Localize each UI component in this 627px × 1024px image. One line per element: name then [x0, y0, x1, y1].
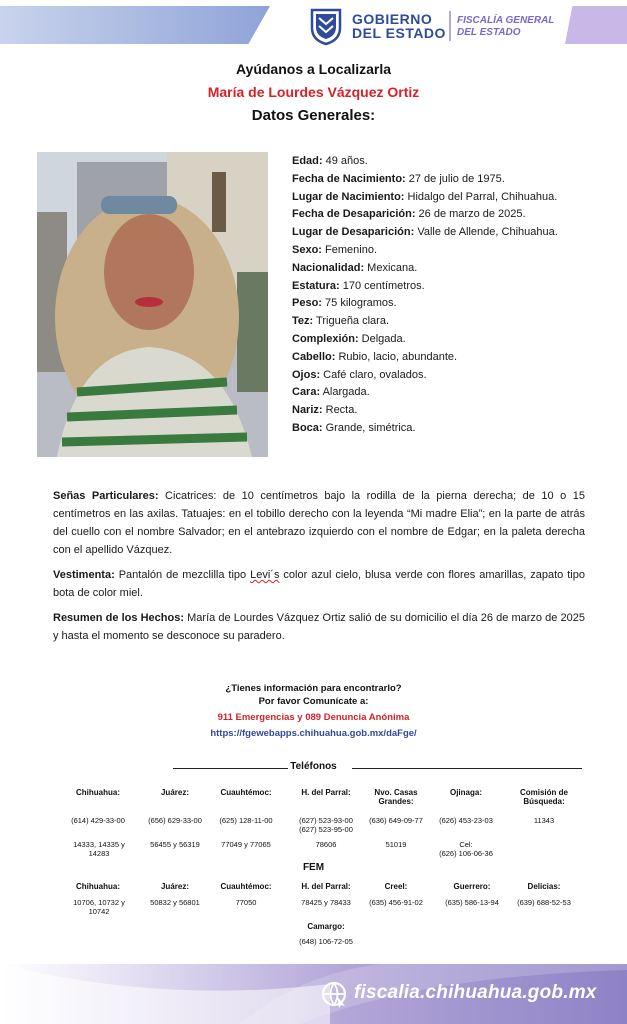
fem-delicias: (639) 688-52-53 — [517, 898, 571, 907]
phones-header-cuauhtemoc: Cuauhtémoc: — [220, 788, 272, 797]
fact-mouth: Boca: Grande, simétrica. — [292, 421, 416, 434]
fem-section-title: FEM — [302, 862, 325, 873]
fem-juarez: 50832 y 56801 — [150, 898, 200, 907]
fem-header-cuauhtemoc: Cuauhtémoc: — [220, 882, 272, 891]
phones-rule-left — [173, 768, 288, 769]
fact-nationality: Nacionalidad: Mexicana. — [292, 261, 418, 274]
fiscalia-logotype: FISCALÍA GENERAL DEL ESTADO — [457, 15, 555, 38]
fact-age: Edad: 49 años. — [292, 155, 368, 167]
report-link[interactable]: https://fgewebapps.chihuahua.gob.mx/daFge/ — [210, 728, 417, 739]
phones-header-nvo-casas-grandes: Nvo. Casas Grandes: — [374, 788, 418, 806]
general-data-list — [292, 153, 612, 438]
fem-chihuahua: 10706, 10732 y 10742 — [73, 898, 125, 916]
distinctive-marks-paragraph: Señas Particulares: Cicatrices: de 10 centímetros bajo la rodilla de la pierna derecha; de 10 o 15 centímetros en las axilas. Tatuajes: en el tobillo derecho con la leyenda “Mi madre Elia”; en la parte de atrás del cuello con el nombre Salvador; en el antebrazo izquierdo con el nombre de Edgar; en la paleta derecha con el apellido Vázquez. — [53, 490, 585, 556]
fem-header-camargo: Camargo: — [307, 922, 345, 931]
phone-chihuahua: (614) 429-33-00 — [71, 816, 125, 825]
ext-nvo-casas-grandes: 51019 — [385, 840, 407, 849]
fact-hair: Cabello: Rubio, lacio, abundante. — [292, 350, 458, 363]
fem-camargo: (648) 106-72-05 — [299, 937, 353, 946]
phones-header-chihuahua: Chihuahua: — [76, 788, 120, 797]
fact-face: Cara: Alargada. — [292, 386, 370, 399]
fact-build: Complexión: Delgada. — [292, 332, 406, 345]
fact-disappearance-place: Lugar de Desaparición: Valle de Allende, Chihuahua. — [292, 226, 558, 239]
phones-header-ojinaga: Ojinaga: — [449, 788, 482, 797]
ext-parral: 78606 — [315, 840, 337, 849]
footer-website-link[interactable]: fiscalia.chihuahua.gob.mx — [354, 982, 597, 1003]
header-band-left — [0, 6, 270, 44]
general-data-heading: Datos Generales: — [251, 107, 376, 124]
ext-chihuahua: 14333, 14335 y 14283 — [73, 840, 125, 858]
missing-person-photo — [37, 152, 268, 457]
fact-sex: Sexo: Femenino. — [292, 243, 377, 256]
fact-height: Estatura: 170 centímetros. — [292, 279, 425, 292]
clothing-paragraph: Vestimenta: Pantalón de mezclilla tipo Levi´s color azul cielo, blusa verde con flores amarillas, zapato tipo bota de color miel. — [53, 569, 585, 599]
fact-weight: Peso: 75 kilogramos. — [292, 297, 397, 310]
fact-birth-place: Lugar de Nacimiento: Hidalgo del Parral, Chihuahua. — [292, 190, 558, 203]
state-shield-logo-icon — [306, 6, 346, 46]
missing-person-name: María de Lourdes Vázquez Ortiz — [207, 84, 420, 100]
fact-nose: Nariz: Recta. — [292, 404, 358, 417]
phone-cuauhtemoc: (625) 128-11-00 — [219, 816, 273, 825]
fem-cuauhtemoc: 77050 — [235, 898, 257, 907]
events-summary-paragraph: Resumen de los Hechos: María de Lourdes Vázquez Ortiz salió de su domicilio el día 26 de marzo de 2025 y hasta el momento se desconoce su paradero. — [53, 612, 585, 642]
fem-creel: (635) 456-91-02 — [369, 898, 423, 907]
fem-header-guerrero: Guerrero: — [453, 882, 491, 891]
fact-disappearance-date: Fecha de Desaparición: 26 de marzo de 2025. — [292, 208, 526, 221]
page-heading: Ayúdanos a Localizarla — [235, 61, 392, 77]
fact-eyes: Ojos: Café claro, ovalados. — [292, 368, 427, 381]
gobierno-del-estado-logotype: GOBIERNO DEL ESTADO — [352, 11, 446, 41]
phone-juarez: (656) 629-33-00 — [148, 816, 202, 825]
info-question: ¿Tienes información para encontrarlo? — [225, 683, 402, 694]
phones-header-parral: H. del Parral: — [301, 788, 351, 797]
fem-parral: 78425 y 78433 — [301, 898, 351, 907]
header-divider — [449, 11, 451, 41]
phone-ojinaga: (626) 453-23-03 — [439, 816, 493, 825]
phones-header-comision-busqueda: Comisión de Búsqueda: — [519, 788, 568, 806]
fact-complexion-tone: Tez: Trigueña clara. — [292, 315, 390, 328]
emergency-numbers: 911 Emergencias y 089 Denuncia Anónima — [217, 712, 410, 723]
fem-header-creel: Creel: — [384, 882, 408, 891]
ojinaga-cell: Cel: (626) 106-06-36 — [439, 840, 493, 858]
fem-header-delicias: Delicias: — [527, 882, 561, 891]
ext-juarez: 56455 y 56319 — [150, 840, 200, 849]
fem-guerrero: (635) 586-13-94 — [445, 898, 499, 907]
web-globe-icon — [320, 980, 348, 1008]
fem-header-juarez: Juárez: — [160, 882, 189, 891]
phones-section-title: Teléfonos — [0, 761, 627, 772]
ext-cuauhtemoc: 77049 y 77065 — [221, 840, 271, 849]
fem-header-parral: H. del Parral: — [301, 882, 351, 891]
header-band-right — [565, 6, 627, 44]
phones-rule-right — [352, 768, 582, 769]
phone-comision-busqueda: 11343 — [533, 816, 555, 825]
phones-header-juarez: Juárez: — [160, 788, 189, 797]
fem-header-chihuahua: Chihuahua: — [76, 882, 120, 891]
phone-parral: (627) 523-93-00 (627) 523-95-00 — [299, 816, 353, 834]
info-please-contact: Por favor Comunícate a: — [258, 696, 369, 707]
phone-nvo-casas-grandes: (636) 649-09-77 — [369, 816, 423, 825]
fact-birth-date: Fecha de Nacimiento: 27 de julio de 1975. — [292, 172, 505, 185]
